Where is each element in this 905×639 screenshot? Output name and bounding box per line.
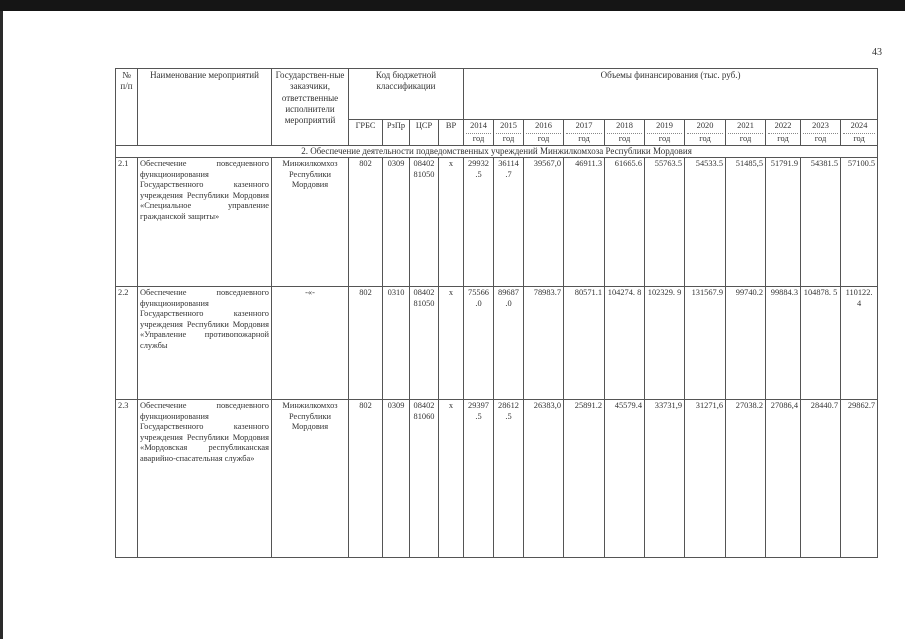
page-number: 43 xyxy=(872,47,882,58)
header-year-2019: 2019 год xyxy=(645,120,685,146)
header-csr: ЦСР xyxy=(410,120,439,146)
row-num: 2.2 xyxy=(116,287,138,400)
row-customer: Минжилкомхоз Республики Мордовия xyxy=(272,400,349,558)
row-value-2017: 46911.3 xyxy=(564,158,605,287)
row-value-2021: 51485,5 xyxy=(726,158,766,287)
header-year-2018: 2018 год xyxy=(605,120,645,146)
header-rzpr: РзПр xyxy=(383,120,410,146)
row-grbs: 802 xyxy=(349,400,383,558)
table-row xyxy=(116,400,878,558)
row-value-2019: 55763.5 xyxy=(645,158,685,287)
header-year-2015: 2015 год xyxy=(494,120,524,146)
row-value-2023: 104878. 5 xyxy=(801,287,841,400)
row-value-2015: 89687 .0 xyxy=(494,287,524,400)
row-value-2019: 33731,9 xyxy=(645,400,685,558)
row-value-2015: 28612 .5 xyxy=(494,400,524,558)
row-name: Обеспечение повседневного функционирования Государственного казенного учреждения Республики Мордовия «Специальное управление гражданской защиты» xyxy=(138,158,272,287)
row-value-2021: 27038.2 xyxy=(726,400,766,558)
row-grbs: 802 xyxy=(349,287,383,400)
row-value-2016: 39567,0 xyxy=(524,158,564,287)
row-value-2023: 54381.5 xyxy=(801,158,841,287)
header-volumes: Объемы финансирования (тыс. руб.) xyxy=(464,69,878,120)
row-value-2016: 78983.7 xyxy=(524,287,564,400)
row-csr: 08402 81050 xyxy=(410,158,439,287)
row-rzpr: 0309 xyxy=(383,400,410,558)
row-value-2014: 75566 .0 xyxy=(464,287,494,400)
row-value-2019: 102329. 9 xyxy=(645,287,685,400)
scan-left-border xyxy=(0,11,3,639)
row-vr: х xyxy=(439,158,464,287)
row-value-2014: 29397 .5 xyxy=(464,400,494,558)
row-value-2017: 25891.2 xyxy=(564,400,605,558)
row-value-2023: 28440.7 xyxy=(801,400,841,558)
header-year-2023: 2023 год xyxy=(801,120,841,146)
header-num: № п/п xyxy=(116,69,138,146)
row-name: Обеспечение повседневного функционирования Государственного казенного учреждения Республики Мордовия «Управление противопожарной службы xyxy=(138,287,272,400)
header-year-2014: 2014 год xyxy=(464,120,494,146)
row-name: Обеспечение повседневного функционирования Государственного казенного учреждения Республики Мордовия «Мордовская республиканская аварийно-спасательная служба» xyxy=(138,400,272,558)
row-value-2020: 54533.5 xyxy=(685,158,726,287)
row-rzpr: 0310 xyxy=(383,287,410,400)
header-name: Наименование мероприятий xyxy=(138,69,272,146)
row-grbs: 802 xyxy=(349,158,383,287)
row-value-2022: 99884.3 xyxy=(766,287,801,400)
row-num: 2.1 xyxy=(116,158,138,287)
row-vr: х xyxy=(439,287,464,400)
row-csr: 08402 81060 xyxy=(410,400,439,558)
header-year-2024: 2024 год xyxy=(841,120,878,146)
row-value-2022: 27086,4 xyxy=(766,400,801,558)
header-grbs: ГРБС xyxy=(349,120,383,146)
table-row xyxy=(116,158,878,287)
header-customer: Государствен-ные заказчики, ответственные исполнители мероприятий xyxy=(272,69,349,146)
row-value-2021: 99740.2 xyxy=(726,287,766,400)
row-value-2022: 51791.9 xyxy=(766,158,801,287)
row-value-2017: 80571.1 xyxy=(564,287,605,400)
table-row xyxy=(116,287,878,400)
row-customer: Минжилкомхоз Республики Мордовия xyxy=(272,158,349,287)
header-vr: ВР xyxy=(439,120,464,146)
row-value-2024: 110122. 4 xyxy=(841,287,878,400)
row-value-2024: 57100.5 xyxy=(841,158,878,287)
row-value-2015: 36114 .7 xyxy=(494,158,524,287)
header-year-2022: 2022 год xyxy=(766,120,801,146)
section-title: 2. Обеспечение деятельности подведомственных учреждений Минжилкомхоза Республики Мордовия xyxy=(116,146,878,158)
header-budget-code: Код бюджетной классификации xyxy=(349,69,464,120)
row-value-2018: 61665.6 xyxy=(605,158,645,287)
row-vr: х xyxy=(439,400,464,558)
row-num: 2.3 xyxy=(116,400,138,558)
row-value-2016: 26383,0 xyxy=(524,400,564,558)
row-rzpr: 0309 xyxy=(383,158,410,287)
scan-top-border xyxy=(0,0,905,11)
row-value-2024: 29862.7 xyxy=(841,400,878,558)
financing-table xyxy=(115,68,878,558)
row-value-2020: 131567.9 xyxy=(685,287,726,400)
header-year-2017: 2017 год xyxy=(564,120,605,146)
row-csr: 08402 81050 xyxy=(410,287,439,400)
row-value-2020: 31271,6 xyxy=(685,400,726,558)
row-value-2018: 45579.4 xyxy=(605,400,645,558)
header-year-2020: 2020 год xyxy=(685,120,726,146)
row-customer: -«- xyxy=(272,287,349,400)
row-value-2018: 104274. 8 xyxy=(605,287,645,400)
header-year-2021: 2021 год xyxy=(726,120,766,146)
row-value-2014: 29932 .5 xyxy=(464,158,494,287)
header-year-2016: 2016 год xyxy=(524,120,564,146)
